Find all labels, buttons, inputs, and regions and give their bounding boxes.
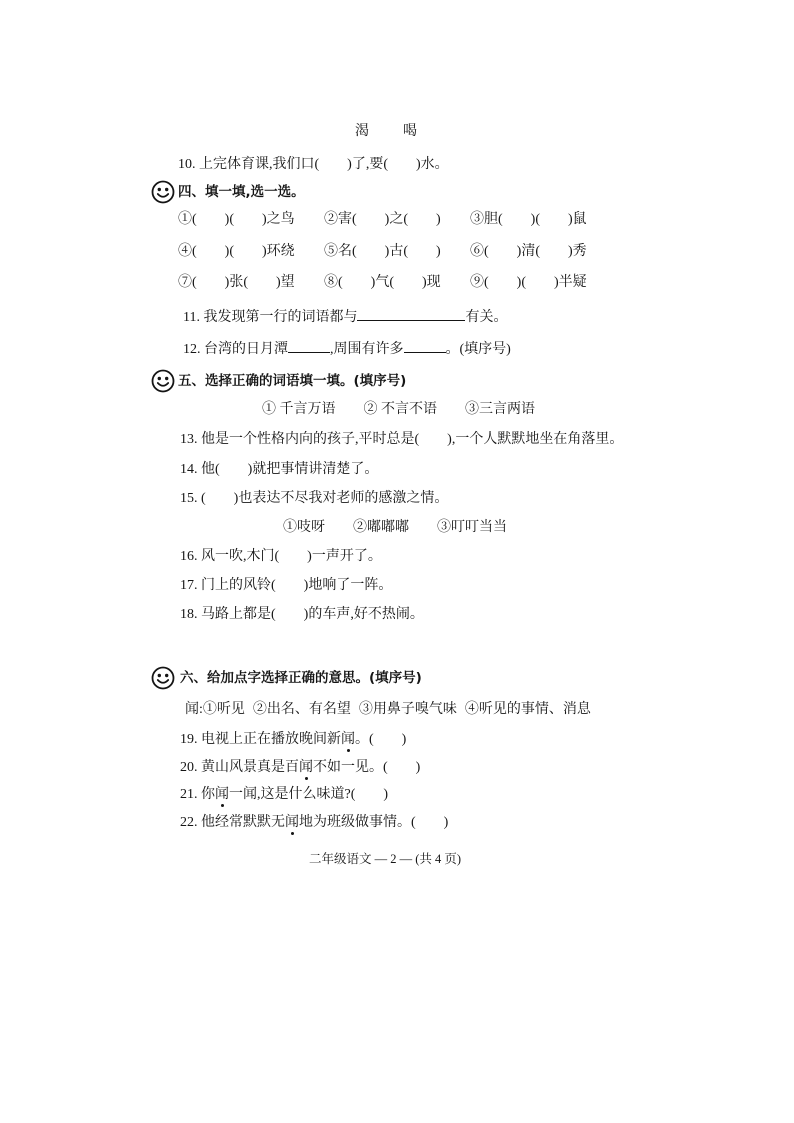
sound-option: ①吱呀 bbox=[283, 520, 325, 535]
smiley-icon bbox=[151, 180, 175, 204]
definition-item: ①听见 bbox=[202, 702, 245, 717]
sound-options bbox=[283, 520, 507, 536]
question-10: 10. 上完体育课,我们口( )了,要( )水。 bbox=[178, 157, 449, 172]
page-footer: 二年级语文 — 2 — (共 4 页) bbox=[309, 852, 462, 866]
question-21-tail: 一闻,这是什么味道?( ) bbox=[229, 787, 389, 802]
idiom-item: ③胆( )( )鼠 bbox=[470, 212, 587, 227]
question-22-tail: 地为班级做事情。( ) bbox=[299, 815, 449, 830]
question-20 bbox=[180, 760, 420, 776]
dotted-character: 闻 bbox=[299, 760, 313, 775]
definition-item: ②出名、有名望 bbox=[252, 702, 351, 717]
question-11 bbox=[183, 307, 507, 326]
definitions-line bbox=[185, 702, 591, 718]
answer-blank bbox=[404, 339, 446, 353]
question-18: 18. 马路上都是( )的车声,好不热闹。 bbox=[180, 607, 424, 622]
smiley-icon bbox=[151, 369, 175, 393]
word-options bbox=[262, 402, 535, 418]
idiom-item: ⑦( )张( )望 bbox=[178, 275, 295, 290]
idiom-row-3 bbox=[178, 275, 616, 291]
idiom-row-1 bbox=[178, 212, 616, 228]
sound-option: ②嘟嘟嘟 bbox=[353, 520, 409, 535]
question-19-tail: 。( ) bbox=[355, 732, 407, 747]
question-19-text: 19. 电视上正在播放晚间新 bbox=[180, 732, 341, 747]
idiom-item: ⑧( )气( )现 bbox=[324, 275, 441, 290]
question-15: 15. ( )也表达不尽我对老师的感激之情。 bbox=[180, 491, 449, 506]
definition-item: ④听见的事情、消息 bbox=[464, 702, 591, 717]
idiom-item: ②害( )之( ) bbox=[324, 212, 441, 227]
sound-option: ③叮叮当当 bbox=[437, 520, 507, 535]
word-option: ① 千言万语 bbox=[262, 402, 336, 417]
idiom-item: ⑨( )( )半疑 bbox=[470, 275, 587, 290]
answer-blank bbox=[288, 339, 330, 353]
idiom-item: ⑤名( )古( ) bbox=[324, 244, 441, 259]
definition-item: ③用鼻子嗅气味 bbox=[358, 702, 457, 717]
dotted-character: 闻 bbox=[341, 732, 355, 747]
question-11-tail: 有关。 bbox=[465, 310, 508, 325]
question-21 bbox=[180, 787, 388, 803]
smiley-icon bbox=[151, 666, 175, 690]
idiom-item: ①( )( )之鸟 bbox=[178, 212, 295, 227]
question-12 bbox=[183, 339, 511, 358]
idiom-item: ⑥( )清( )秀 bbox=[470, 244, 587, 259]
question-17: 17. 门上的风铃( )地响了一阵。 bbox=[180, 578, 393, 593]
question-22 bbox=[180, 815, 448, 831]
definitions-label: 闻: bbox=[185, 702, 203, 717]
dotted-character: 闻 bbox=[285, 815, 299, 830]
question-12-middle: ,周围有许多 bbox=[330, 342, 404, 357]
question-20-tail: 不如一见。( ) bbox=[313, 760, 421, 775]
dotted-character: 闻 bbox=[215, 787, 229, 802]
idiom-item: ④( )( )环绕 bbox=[178, 244, 295, 259]
section-5-title: 五、选择正确的词语填一填。(填序号) bbox=[178, 373, 407, 389]
question-19 bbox=[180, 732, 406, 748]
question-16: 16. 风一吹,木门( )一声开了。 bbox=[180, 549, 382, 564]
question-13: 13. 他是一个性格内向的孩子,平时总是( ),一个人默默地坐在角落里。 bbox=[180, 432, 624, 447]
section-4-title: 四、填一填,选一选。 bbox=[178, 184, 305, 200]
question-20-text: 20. 黄山风景真是百 bbox=[180, 760, 299, 775]
word-he: 喝 bbox=[403, 124, 417, 139]
idiom-row-2 bbox=[178, 244, 616, 260]
question-11-text: 11. 我发现第一行的词语都与 bbox=[183, 310, 358, 325]
question-22-text: 22. 他经常默默无 bbox=[180, 815, 285, 830]
answer-blank bbox=[357, 307, 465, 321]
word-option: ② 不言不语 bbox=[363, 402, 437, 417]
word-ke: 渴 bbox=[355, 124, 369, 139]
question-12-tail: 。(填序号) bbox=[445, 342, 511, 357]
section-6-title: 六、给加点字选择正确的意思。(填序号) bbox=[180, 670, 422, 686]
question-14: 14. 他( )就把事情讲清楚了。 bbox=[180, 462, 379, 477]
word-option: ③三言两语 bbox=[465, 402, 535, 417]
word-pair bbox=[355, 124, 417, 140]
question-12-text: 12. 台湾的日月潭 bbox=[183, 342, 288, 357]
question-21-text: 21. 你 bbox=[180, 787, 215, 802]
